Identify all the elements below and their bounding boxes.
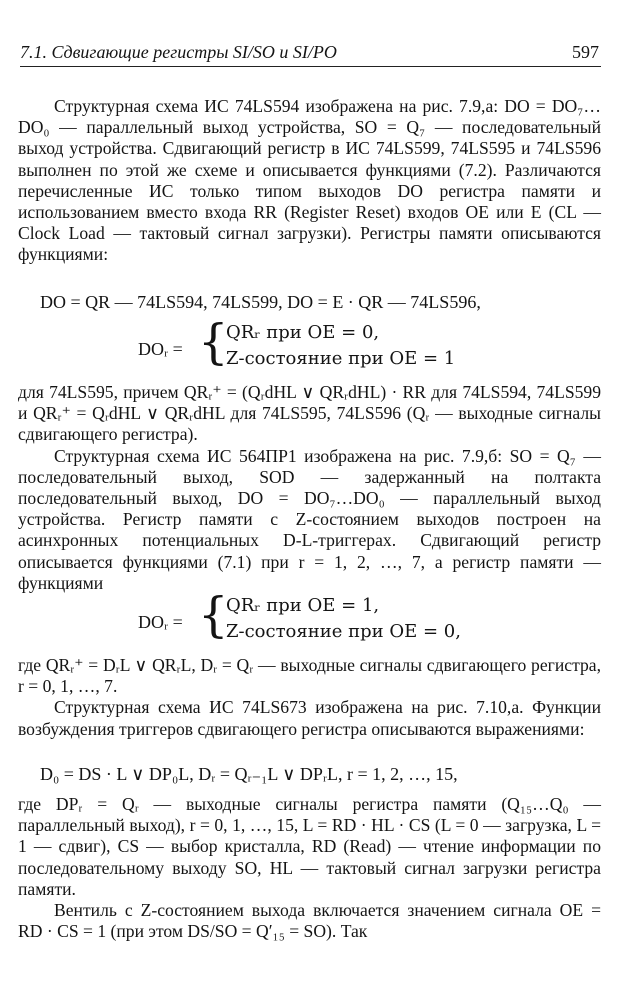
paragraph-1: Структурная схема ИС 74LS594 изображена на рис. 7.9,а: DO = DO₇…DO₀ — параллельный выход устройства, SO = Q₇ — последовательный выход устройства. Сдвигающий регистр в ИС 74LS599, 74LS595 и 74LS596 выполнен по этой же схеме и описывается функциями (7.2). Различаются перечисленные ИС только типом выходов DO регистра памяти и использованием вместо входа RR (Register Reset) входов OE или E (CL — Clock Load — тактовый сигнал загрузки). Регистры памяти описываются функциями:	[18, 96, 601, 265]
formula-lhs: DOᵣ =	[138, 339, 183, 359]
formula-lhs: DOᵣ =	[138, 612, 183, 632]
formula-d0: D₀ = DS · L ∨ DP₀L, Dᵣ = Qᵣ₋₁L ∨ DPᵣL, r = 1, 2, …, 15,	[40, 764, 458, 784]
formula-do-qr: DO = QR — 74LS594, 74LS599, DO = E · QR — 74LS596,	[40, 292, 481, 312]
paragraph-2: для 74LS595, причем QRᵣ⁺ = (QᵣdHL ∨ QRᵣdHL) · RR для 74LS594, 74LS599 и QRᵣ⁺ = QᵣdHL ∨ QRᵣdHL для 74LS595, 74LS596 (Qᵣ — выходные сигналы сдвигающего регистра). Структурная схема ИС 564ПР1 изображена на рис. 7.9,б: SO = Q₇ — последовательный выход, SOD — задержанный на полтакта последовательный выход, DO = DO₇…DO₀ — параллельный выход устройства. Регистр памяти с Z-состоянием выходов построен на асинхронных потенциальных D-L-триггерах. Сдвигающий регистр описывается функциями (7.1) при r = 1, 2, …, 7, а регистр памяти — функциями	[18, 382, 601, 593]
paragraph-4: где DPᵣ = Qᵣ — выходные сигналы регистра памяти (Q₁₅…Q₀ — параллельный выход), r = 0, 1, …, 15, L = RD · HL · CS (L = 0 — загрузка, L = 1 — сдвиг), CS — выбор кристалла, RD (Read) — чтение информации по последовательному выходу SO, HL — тактовый сигнал загрузки регистра памяти. Вентиль с Z-состоянием выхода включается значением сигнала OE = RD · CS = 1 (при этом DS/SO = Q′₁₅ = SO). Так	[18, 794, 601, 942]
section-title: 7.1. Сдвигающие регистры SI/SO и SI/PO	[20, 42, 337, 62]
case-row: QRᵣ при OE = 0,	[226, 322, 380, 343]
page-number: 597	[572, 42, 599, 62]
left-brace: {	[198, 314, 229, 370]
header-rule	[20, 66, 601, 67]
case-row: Z-состояние при OE = 1	[226, 348, 456, 369]
running-header	[20, 36, 599, 66]
case-row: QRᵣ при OE = 1,	[226, 595, 380, 616]
case-row: Z-состояние при OE = 0,	[226, 621, 461, 642]
left-brace: {	[198, 587, 229, 643]
paragraph-3: где QRᵣ⁺ = DᵣL ∨ QRᵣL, Dᵣ = Qᵣ — выходные сигналы сдвигающего регистра, r = 0, 1, …, 7. Структурная схема ИС 74LS673 изображена на рис. 7.10,а. Функции возбуждения триггеров сдвигающего регистра описываются выражениями:	[18, 655, 601, 739]
